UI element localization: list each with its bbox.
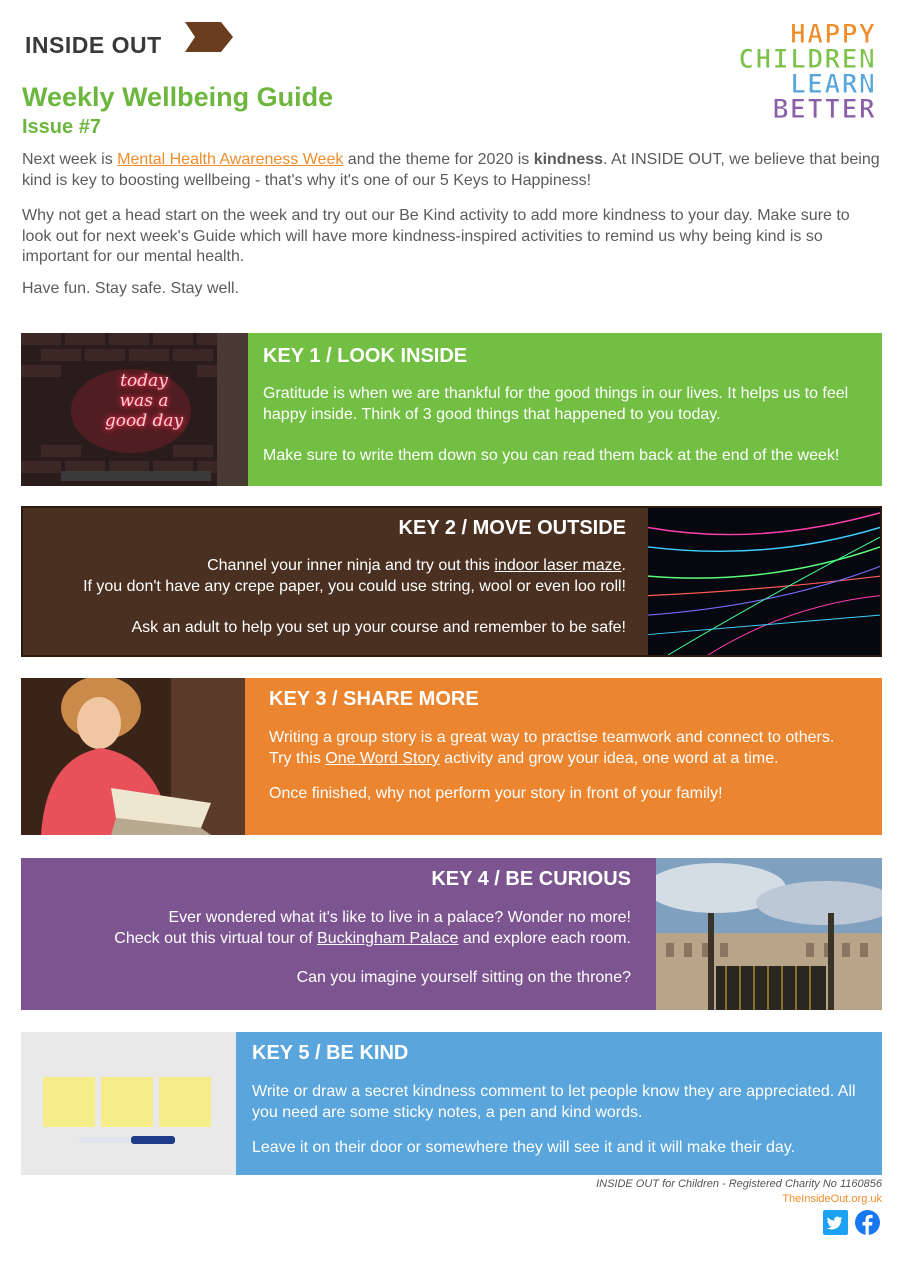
key-4-text: Check out this virtual tour of [114, 930, 318, 947]
buckingham-palace-photo [656, 858, 882, 1010]
key-4-panel [21, 858, 882, 1010]
intro-text: and the theme for 2020 is [343, 151, 534, 168]
key-2-title: KEY 2 / MOVE OUTSIDE [398, 517, 626, 539]
logo-text: INSIDE OUT [25, 32, 162, 58]
key-3-text: activity and grow your idea, one word at a time. [439, 750, 779, 767]
charity-number: INSIDE OUT for Children - Registered Charity No 1160856 [596, 1178, 882, 1190]
website-link[interactable]: TheInsideOut.org.uk [782, 1193, 882, 1205]
intro-text: Next week is [22, 151, 118, 168]
key-3-text-2: Once finished, why not perform your story in front of your family! [269, 785, 723, 802]
key-2-content [23, 508, 639, 655]
intro-text: . At INSIDE OUT, we believe that being kind is key to boosting wellbeing - that's why it's one of our 5 Keys to Happiness! [22, 151, 880, 189]
intro-paragraph-1 [22, 150, 882, 191]
key-3-title: KEY 3 / SHARE MORE [269, 688, 479, 710]
neon-line: today [120, 371, 168, 391]
neon-line: good day [104, 411, 184, 431]
page-title: Weekly Wellbeing Guide [22, 82, 334, 112]
key-3-content [269, 678, 879, 835]
key-5-text-2: Leave it on their door or somewhere they will see it and it will make their day. [252, 1139, 796, 1156]
key-1-text-2: Make sure to write them down so you can read them back at the end of the week! [263, 447, 840, 464]
key-2-text: Channel your inner ninja and try out this [207, 557, 495, 574]
key-4-title: KEY 4 / BE CURIOUS [431, 868, 631, 890]
kindness-text: kindness [533, 151, 604, 168]
happy-children-learn-better-tagline [737, 19, 876, 125]
indoor-laser-maze-link[interactable]: indoor laser maze [494, 557, 622, 574]
key-3-panel [21, 678, 882, 835]
key-1-content [263, 333, 878, 486]
mental-health-week-link[interactable]: Mental Health Awareness Week [117, 151, 344, 168]
key-3-text: Writing a group story is a great way to practise teamwork and connect to others. [269, 729, 835, 746]
key-4-content [21, 858, 643, 1010]
laser-lights-photo [648, 508, 880, 655]
neon-sign-text [89, 371, 199, 431]
logo-arrow-icon [185, 22, 233, 52]
key-2-text-2: Ask an adult to help you set up your course and remember to be safe! [131, 619, 626, 636]
tagline-word: HAPPY [789, 19, 876, 50]
key-1-title: KEY 1 / LOOK INSIDE [263, 345, 468, 367]
issue-number: Issue #7 [22, 116, 101, 138]
key-4-text-2: Can you imagine yourself sitting on the throne? [296, 969, 631, 986]
key-3-text: Try this [269, 750, 326, 767]
key-5-content [252, 1032, 882, 1175]
key-4-text: Ever wondered what it's like to live in a palace? Wonder no more! [168, 909, 631, 926]
key-4-text: and explore each room. [458, 930, 631, 947]
key-5-text-1: Write or draw a secret kindness comment to let people know they are appreciated. All you need are some sticky notes, a pen and kind words. [252, 1083, 856, 1121]
key-2-text: . [621, 557, 626, 574]
facebook-icon[interactable] [855, 1210, 880, 1235]
key-2-panel [21, 506, 882, 657]
key-1-panel [21, 333, 882, 486]
intro-paragraph-3: Have fun. Stay safe. Stay well. [22, 280, 239, 297]
key-2-text: If you don't have any crepe paper, you could use string, wool or even loo roll! [83, 578, 626, 595]
intro-paragraph-2: Why not get a head start on the week and try out our Be Kind activity to add more kindness to your day. Make sure to look out for next week's Guide which will have more kindness-inspired activities to remind us why being kind is so important for our mental health. [22, 207, 850, 265]
key-4-text-1 [21, 907, 643, 949]
key-2-text-1 [23, 555, 639, 597]
inside-out-logo [25, 22, 215, 62]
sticky-notes-photo [21, 1032, 236, 1175]
key-3-text-1 [269, 727, 879, 769]
key-5-title: KEY 5 / BE KIND [252, 1042, 409, 1064]
tagline-word: CHILDREN [737, 44, 876, 75]
neon-line: was a [119, 391, 169, 411]
tagline-word: BETTER [772, 94, 876, 125]
tagline-word: LEARN [789, 69, 876, 100]
twitter-icon[interactable] [823, 1210, 848, 1235]
social-icons [823, 1210, 880, 1240]
buckingham-palace-link[interactable]: Buckingham Palace [317, 930, 459, 947]
key-5-panel [21, 1032, 882, 1175]
key-1-text-1: Gratitude is when we are thankful for the good things in our lives. It helps us to feel happy inside. Think of 3 good things that happened to you today. [263, 385, 849, 423]
girl-reading-photo [21, 678, 245, 835]
one-word-story-link[interactable]: One Word Story [325, 750, 440, 767]
